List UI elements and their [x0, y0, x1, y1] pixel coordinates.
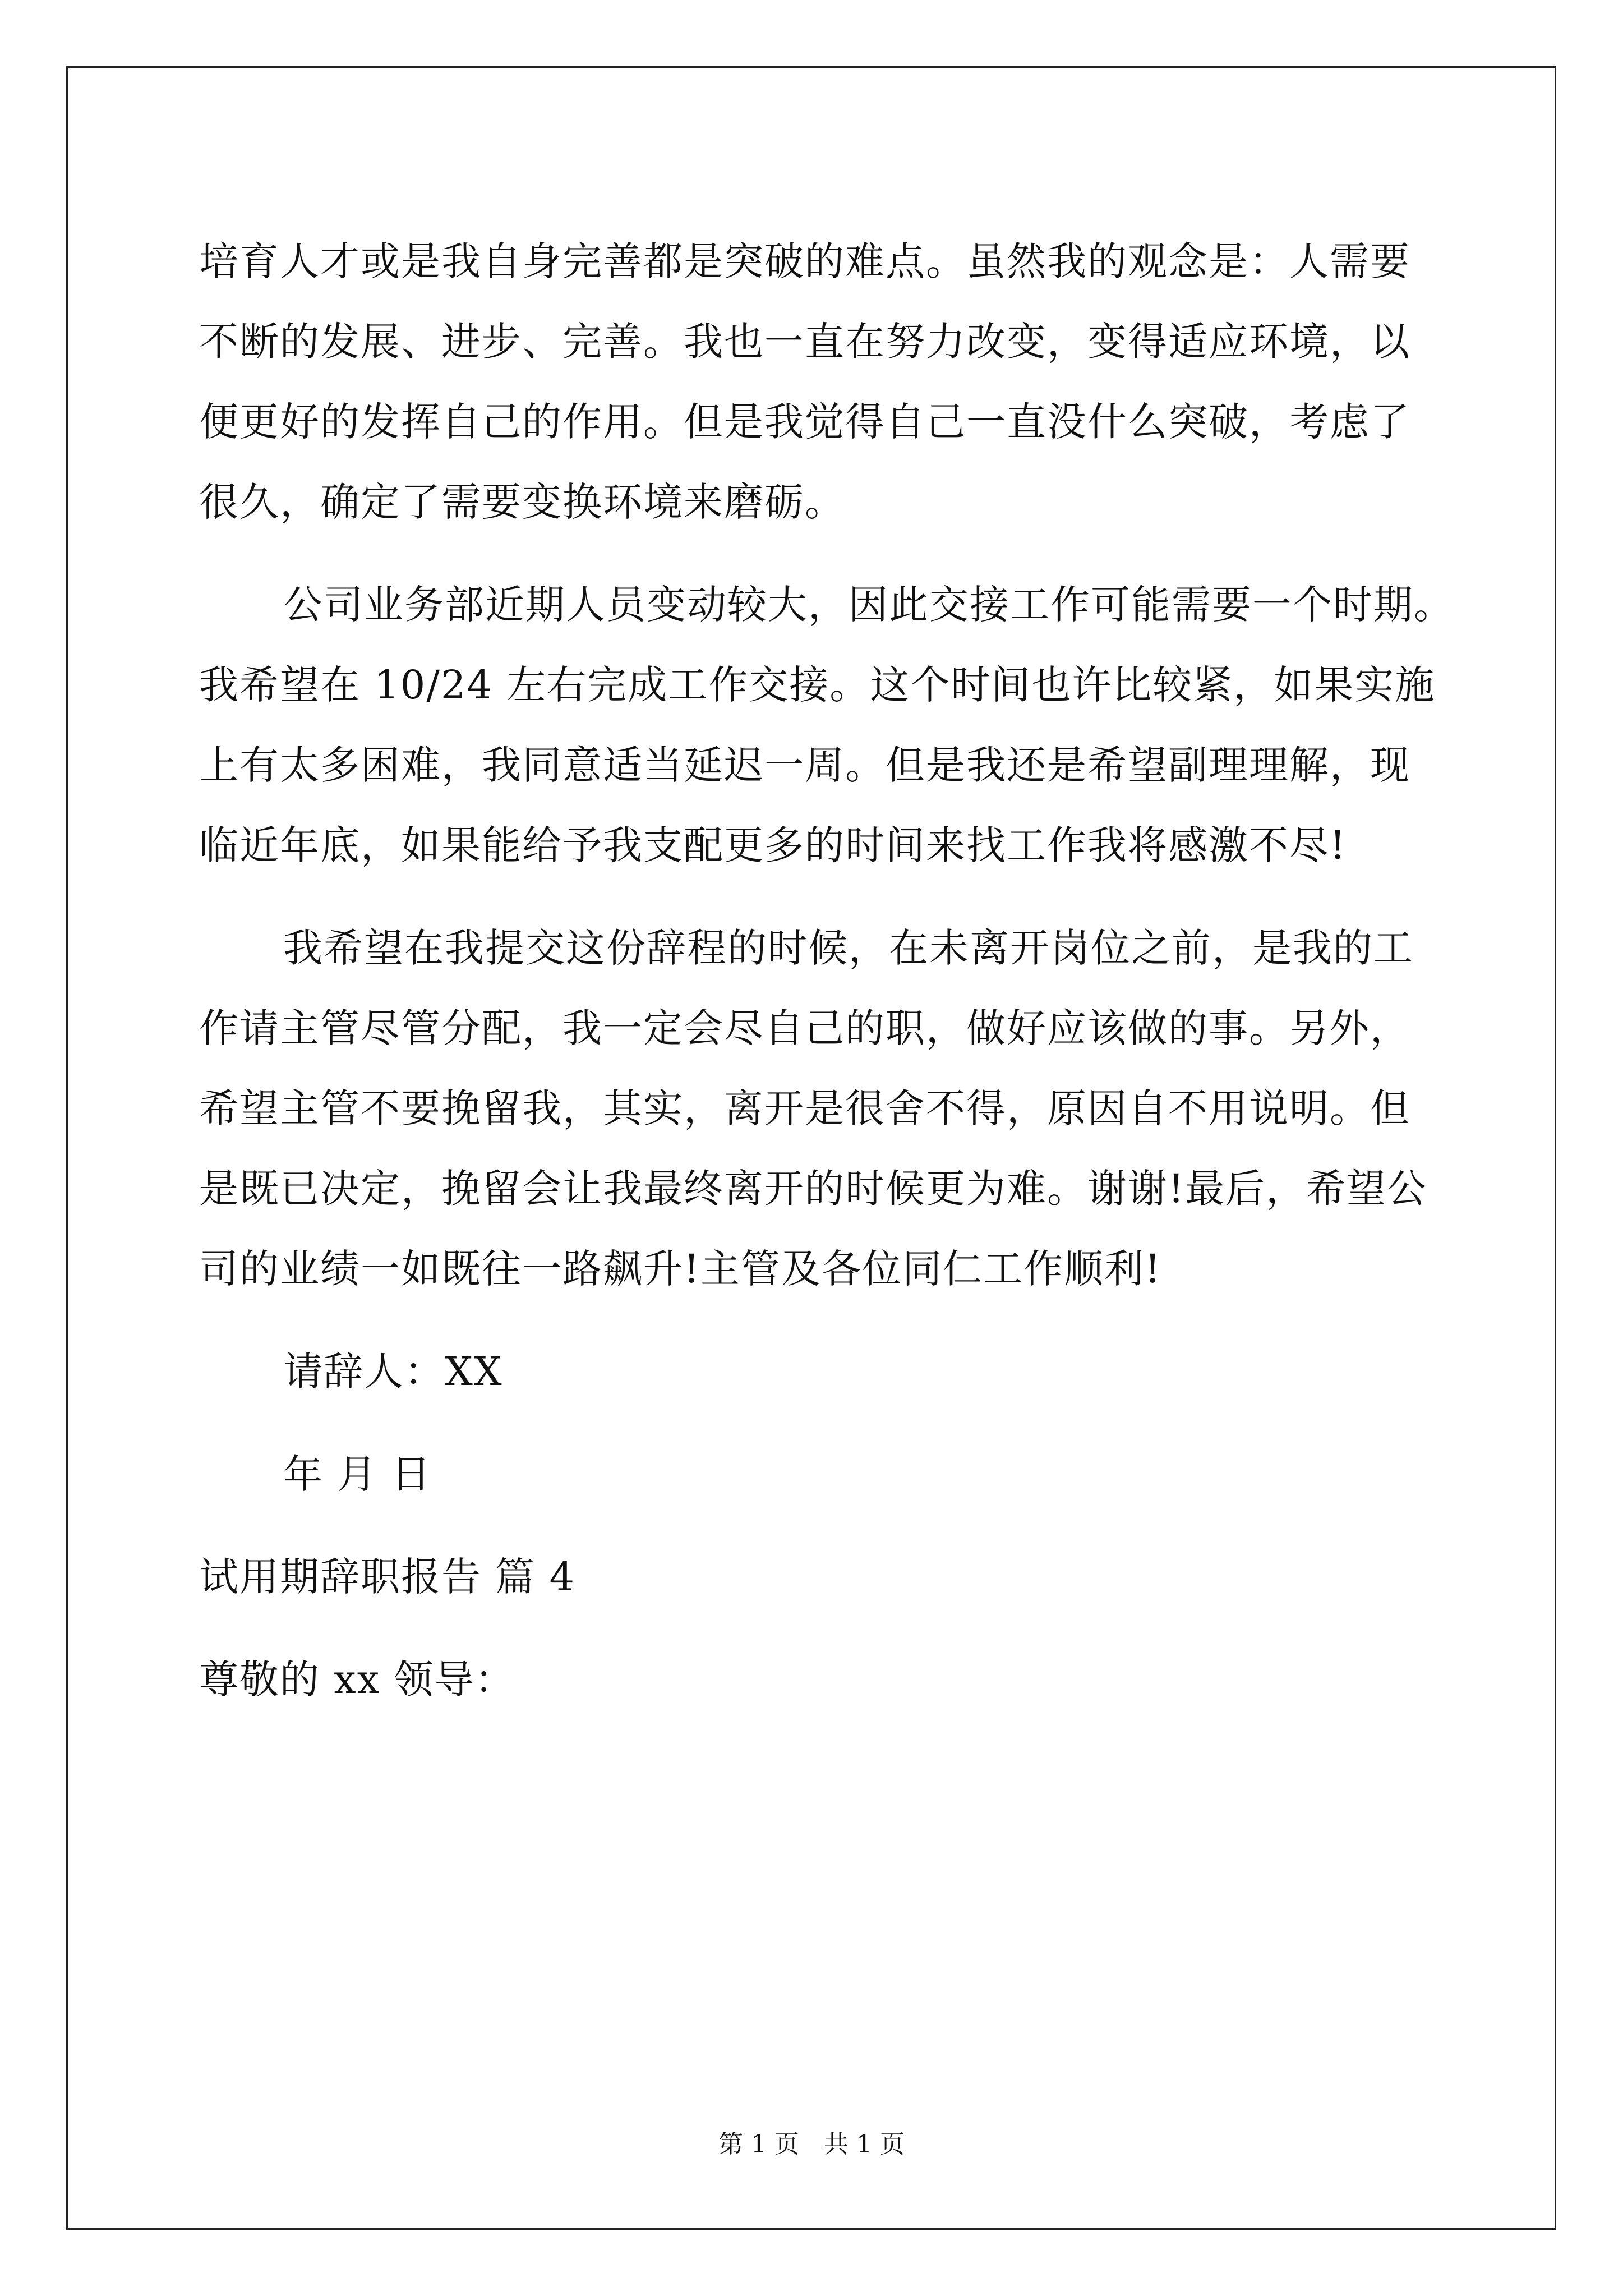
text-line: 我希望在 10/24 左右完成工作交接。这个时间也许比较紧，如果实施: [199, 662, 1436, 708]
text-line: 很久，确定了需要变换环境来磨砺。: [199, 479, 845, 525]
paragraph-1: [199, 222, 1455, 542]
paragraph-2: [199, 565, 1455, 886]
text-line: 便更好的发挥自己的作用。但是我觉得自己一直没什么突破，考虑了: [199, 399, 1410, 445]
text-line: 我希望在我提交这份辞程的时候，在未离开岗位之前，是我的工: [283, 925, 1414, 971]
document-body: [199, 222, 1455, 1720]
date-line: 年 月 日: [283, 1451, 432, 1497]
text-line: 不断的发展、进步、完善。我也一直在努力改变，变得适应环境，以: [199, 319, 1410, 365]
text-line: 希望主管不要挽留我，其实，离开是很舍不得，原因自不用说明。但: [199, 1085, 1410, 1131]
paragraph-3: [199, 908, 1455, 1309]
text-line: 临近年底，如果能给予我支配更多的时间来找工作我将感激不尽!: [199, 822, 1347, 868]
text-line: 公司业务部近期人员变动较大，因此交接工作可能需要一个时期。: [283, 582, 1454, 628]
salutation: 尊敬的 xx 领导：: [199, 1657, 515, 1703]
text-line: 是既已决定，挽留会让我最终离开的时候更为难。谢谢!最后，希望公: [199, 1166, 1428, 1212]
text-line: 培育人才或是我自身完善都是突破的难点。虽然我的观念是：人需要: [199, 238, 1410, 284]
text-line: 作请主管尽管分配，我一定会尽自己的职，做好应该做的事。另外，: [199, 1005, 1410, 1051]
text-line: 司的业绩一如既往一路飙升!主管及各位同仁工作顺利!: [199, 1246, 1162, 1292]
page-footer: 第 1 页 共 1 页: [718, 2130, 905, 2159]
signature: 请辞人：XX: [283, 1349, 503, 1395]
text-line: 上有太多困难，我同意适当延迟一周。但是我还是希望副理理解，现: [199, 742, 1410, 788]
section-title: 试用期辞职报告 篇 4: [199, 1554, 576, 1600]
